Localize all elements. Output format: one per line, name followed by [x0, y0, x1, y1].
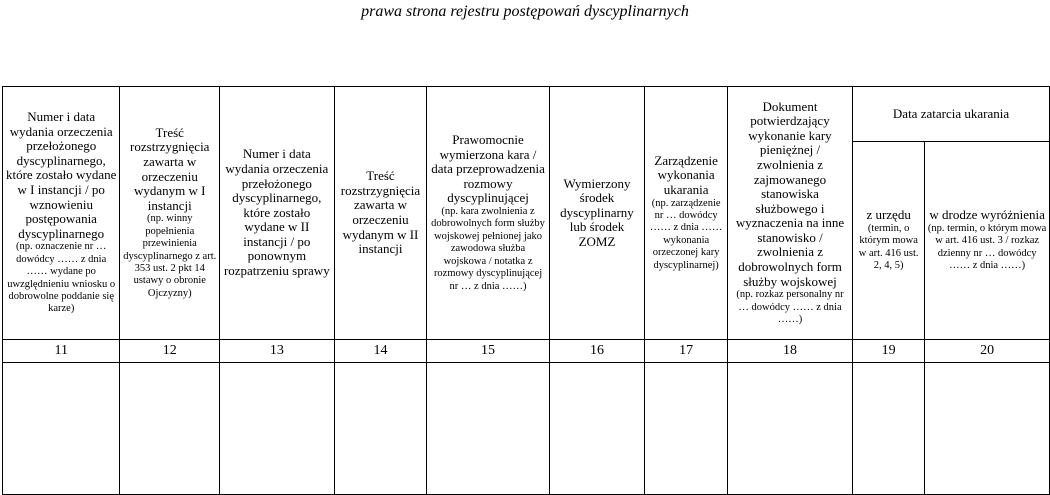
- column-number: 14: [334, 340, 427, 363]
- register-table: [2, 86, 1050, 495]
- header-col-11-note: (np. oznaczenie nr … dowódcy …… z dnia …… wydane po uwzględnieniu wniosku o dobrowolne poddanie się karze): [7, 241, 116, 315]
- empty-entry-row: [3, 363, 1050, 495]
- column-number: 17: [645, 340, 728, 363]
- column-number: 16: [549, 340, 645, 363]
- header-col-16-title: Wymierzony środek dyscyplinarny lub środek ZOMZ: [560, 175, 634, 249]
- header-col-20-note: (np. termin, o którym mowa w art. 416 ust. 3 / rozkaz dzienny nr … dowódcy …… z dnia ……): [927, 222, 1047, 272]
- header-col-14: [334, 87, 427, 340]
- column-number: 19: [853, 340, 925, 363]
- header-col-20-title: w drodze wyróżnienia: [929, 207, 1045, 223]
- header-group-erasure: [853, 87, 1050, 142]
- header-col-16: [549, 87, 645, 340]
- header-col-11-title: Numer i data wydania orzeczenia przełożonego dyscyplinarnego, które zostało wydane w I instancji / po wznowieniu postępowania dyscyplinarnego: [5, 109, 117, 241]
- column-number-row: [3, 340, 1050, 363]
- entry-cell[interactable]: [549, 363, 645, 495]
- header-col-15-title: Prawomocnie wymierzona kara / data przeprowadzenia rozmowy dyscyplinującej: [431, 132, 545, 206]
- entry-cell[interactable]: [120, 363, 220, 495]
- header-col-20: [925, 142, 1050, 340]
- column-number: 11: [3, 340, 120, 363]
- entry-cell[interactable]: [645, 363, 728, 495]
- header-col-17-note: (np. zarządzenie nr … dowódcy …… z dnia …… wykonania orzeczonej kary dyscyplinarnej): [649, 197, 723, 271]
- header-col-19-note: (termin, o którym mowa w art. 416 ust. 2, 4, 5): [858, 222, 919, 272]
- header-group-erasure-title: Data zatarcia ukarania: [892, 105, 1010, 121]
- column-number: 20: [925, 340, 1050, 363]
- header-col-12-title: Treść rozstrzygnięcia zawarta w orzeczeniu wydanym w I instancji: [130, 124, 210, 213]
- entry-cell[interactable]: [334, 363, 427, 495]
- column-number: 12: [120, 340, 220, 363]
- header-col-12-note: (np. winny popełnienia przewinienia dyscyplinarnego z art. 353 ust. 2 pkt 14 ustawy o obronie Ojczyzny): [123, 213, 217, 299]
- column-number: 18: [727, 340, 852, 363]
- header-col-14-title: Treść rozstrzygnięcia zawarta w orzeczeniu wydanym w II instancji: [340, 168, 421, 257]
- entry-cell[interactable]: [727, 363, 852, 495]
- entry-cell[interactable]: [3, 363, 120, 495]
- header-col-18: [727, 87, 852, 340]
- page-title: prawa strona rejestru postępowań dyscyplinarnych: [361, 3, 689, 20]
- header-col-18-note: (np. rozkaz personalny nr … dowódcy …… z dnia ……): [736, 289, 844, 326]
- entry-cell[interactable]: [853, 363, 925, 495]
- entry-cell[interactable]: [427, 363, 549, 495]
- header-row-top: [3, 87, 1050, 142]
- header-col-15-note: (np. kara zwolnienia z dobrowolnych form służby wojskowej pełnionej jako zawodowa służba wojskowa / notatka z rozmowy dyscyplinującej nr … z dnia ……): [431, 206, 545, 292]
- header-col-13-title: Numer i data wydania orzeczenia przełożonego dyscyplinarnego, które zostało wydane w II instancji / po ponownym rozpatrzeniu sprawy: [223, 146, 330, 279]
- entry-cell[interactable]: [925, 363, 1050, 495]
- header-col-11: [3, 87, 120, 340]
- column-number: 15: [427, 340, 549, 363]
- header-col-17-title: Zarządzenie wykonania ukarania: [654, 152, 718, 198]
- header-col-13: [220, 87, 335, 340]
- entry-cell[interactable]: [220, 363, 335, 495]
- header-col-19-title: z urzędu: [866, 207, 911, 223]
- header-col-12: [120, 87, 220, 340]
- header-col-19: [853, 142, 925, 340]
- header-col-15: [427, 87, 549, 340]
- column-number: 13: [220, 340, 335, 363]
- header-col-18-title: Dokument potwierdzający wykonanie kary pieniężnej / zwolnienia z zajmowanego stanowiska służbowego i wyznaczenia na inne stanowisko / zwolnienia z dobrowolnych form służby wojskowej: [735, 98, 845, 289]
- header-col-17: [645, 87, 728, 340]
